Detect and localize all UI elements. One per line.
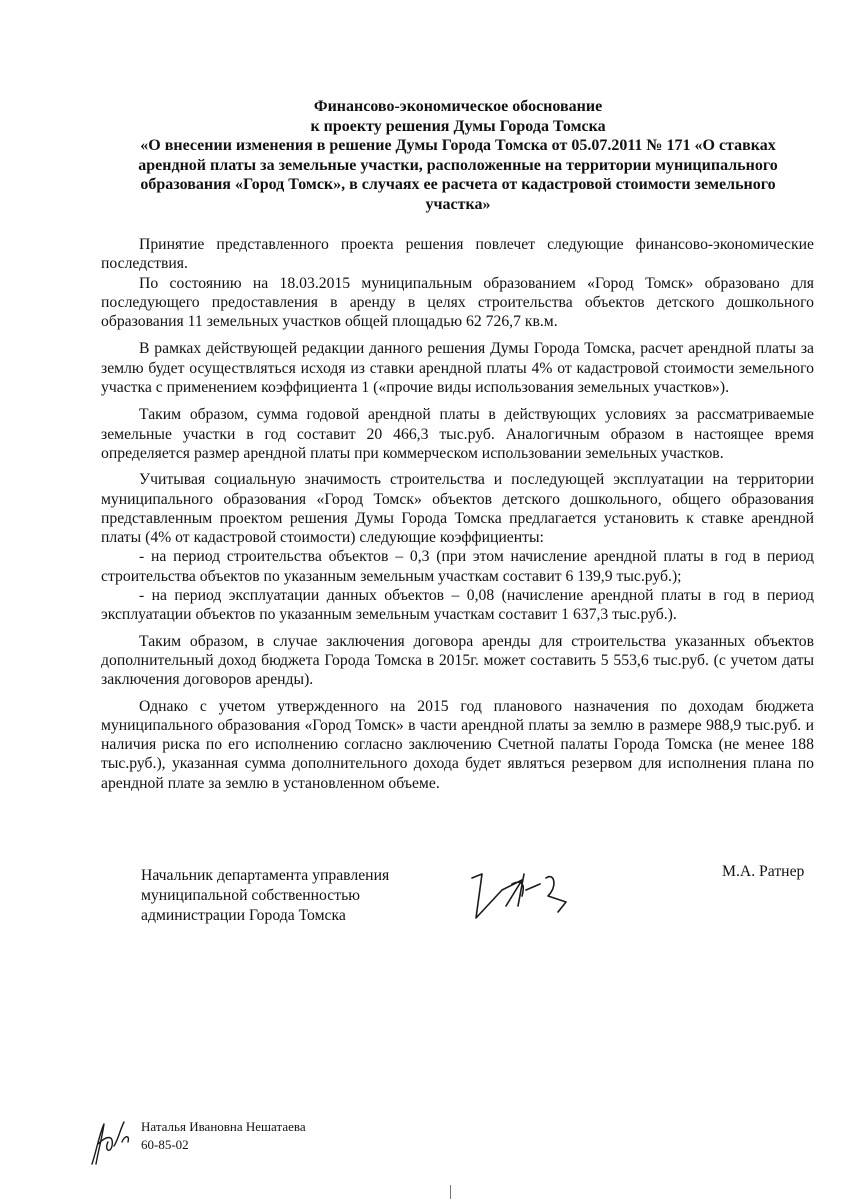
paragraph: Таким образом, в случае заключения договора аренды для строительства указанных объектов дополнительный доход бюджета Города Томска в 2015г. может составить 5 553,6 тыс.руб. (с учетом даты заключения договоров аренды). xyxy=(101,632,814,689)
title-line: участка» xyxy=(425,195,491,213)
document-body xyxy=(101,235,814,800)
executor-phone: 60-85-02 xyxy=(141,1136,189,1152)
signature-image xyxy=(462,860,592,930)
scan-mark xyxy=(450,1185,451,1199)
paragraph: По состоянию на 18.03.2015 муниципальным образованием «Город Томск» образовано для последующего предоставления в аренду в целях строительства объектов детского дошкольного образования 11 земельных участков общей площадью 62 726,7 кв.м. xyxy=(101,274,814,331)
executor-info xyxy=(141,1118,306,1153)
document-title xyxy=(100,97,816,215)
title-line: образования «Город Томск», в случаях ее расчета от кадастровой стоимости земельного xyxy=(140,176,776,194)
paragraph: Однако с учетом утвержденного на 2015 год планового назначения по доходам бюджета муниципального образования «Город Томск» в части арендной платы за землю в размере 988,9 тыс.руб. и наличия риска по его исполнению согласно заключению Счетной палаты Города Томска (не менее 188 тыс.руб.), указанная сумма дополнительного дохода будет являться резервом для исполнения плана по арендной плате за землю в установленном объеме. xyxy=(101,697,814,792)
signatory-position xyxy=(141,866,471,926)
signatory-name: М.А. Ратнер xyxy=(722,863,805,880)
title-line: Финансово-экономическое обоснование xyxy=(313,98,603,115)
paragraph: Учитывая социальную значимость строительства и последующей эксплуатации на территории муниципального образования «Город Томск» объектов детского дошкольного, общего образования представленным проектом решения Думы Города Томска предлагается установить к ставке арендной платы (4% от кадастровой стоимости) следующие коэффициенты: xyxy=(101,471,814,547)
executor-name: Наталья Ивановна Нешатаева xyxy=(141,1119,306,1134)
position-line: администрации Города Томска xyxy=(141,907,346,924)
title-line: арендной платы за земельные участки, расположенные на территории муниципального xyxy=(138,156,778,174)
paragraph: Таким образом, сумма годовой арендной платы в действующих условиях за рассматриваемые земельные участки в год составит 20 466,3 тыс.руб. Аналогичным образом в настоящее время определяется размер арендной платы при коммерческом использовании земельных участков. xyxy=(101,406,814,462)
title-line: к проекту решения Думы Города Томска xyxy=(310,117,606,135)
paragraph: В рамках действующей редакции данного решения Думы Города Томска, расчет арендной платы за землю будет осуществляться исходя из ставки арендной платы 4% от кадастровой стоимости земельного участка с применением коэффициента 1 («прочие виды использования земельных участков»). xyxy=(101,340,814,397)
paragraph: Принятие представленного проекта решения повлечет следующие финансово-экономические последствия. xyxy=(101,236,814,273)
executor-initials-image xyxy=(84,1112,134,1168)
title-line: «О внесении изменения в решение Думы Города Томска от 05.07.2011 № 171 «О ставках xyxy=(140,137,776,155)
list-item: - на период эксплуатации данных объектов – 0,08 (начисление арендной платы в год в период эксплуатации объектов по указанным земельным участкам составит 1 637,3 тыс.руб.). xyxy=(101,587,814,624)
position-line: Начальник департамента управления xyxy=(141,867,390,884)
position-line: муниципальной собственностью xyxy=(141,887,360,904)
list-item: - на период строительства объектов – 0,3 (при этом начисление арендной платы в год в период строительства объектов по указанным земельным участкам составит 6 139,9 тыс.руб.); xyxy=(101,548,814,585)
